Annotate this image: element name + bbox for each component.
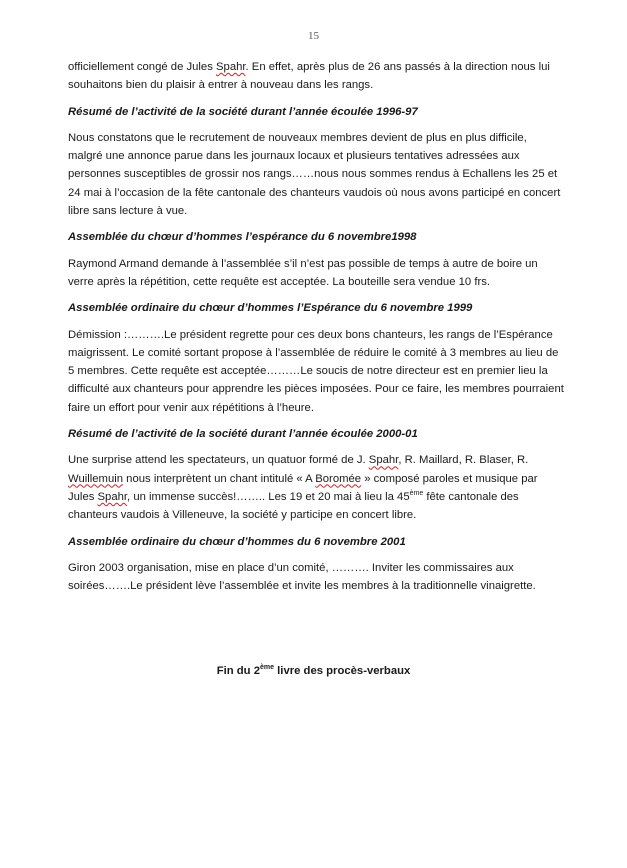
paragraph-2001: Giron 2003 organisation, mise en place d’un comité, ………. Inviter les commissaires aux soirées…….Le président lève l’assemblée et invite les membres à la traditionnelle vinaigrette. [68,561,536,593]
misspelled-word: Spahr [97,490,128,503]
text-run: , un immense succès!…….. Les 19 et 20 mai à lieu la 45 [127,490,410,503]
misspelled-word: Wuillemuin [68,472,124,485]
text-run: . En effet, après plus de 26 ans passés à la direction nous lui souhaitons bien du plaisir à entrer à nouveau dans les rangs. [68,61,550,92]
misspelled-word: Boromée [315,472,362,485]
text-run: fête cantonale des chanteurs vaudois à Villeneuve, la société y participe en concert libre. [68,490,519,522]
text-run: » composé paroles et musique par Jules [68,472,538,503]
text-run: livre des procès-verbaux [274,665,411,677]
superscript: ème [260,664,275,672]
section-heading-2001: Assemblée ordinaire du chœur d’hommes du 6 novembre 2001 [68,535,406,548]
closing-line [0,662,627,680]
misspelled-word: Spahr [368,454,399,467]
section-heading-2000-01: Résumé de l’activité de la société durant l’année écoulée 2000-01 [68,428,418,441]
page-number: 15 [308,30,319,42]
paragraph-1999: Démission :……….Le président regrette pour ces deux bons chanteurs, les rangs de l’Espérance maigrissent. Le comité sortant propose à l’assemblée de réduire le comité à 3 membres au lieu de 5 membres. Cette requête est acceptée………Le soucis de notre directeur est en premier lieu la difficulté aux chanteurs pour apprendre les pièces imposées. Pour ce faire, les membres pourraient faire un effort pour venir aux répétitions à l’heure. [68,328,564,414]
text-run: officiellement congé de Jules [68,61,216,73]
paragraph-intro [68,58,564,95]
paragraph-1996-97: Nous constatons que le recrutement de nouveaux membres devient de plus en plus difficile, malgré une annonce parue dans les journaux locaux et plusieurs tentatives adressées aux personnes susceptibles de grossir nos rangs……nous nous sommes rendus à Echallens les 25 et 24 mai à l’occasion de la fête cantonale des chanteurs vaudois où nous avons participé en concert libre sans lecture à vue. [68,131,561,218]
text-run: Fin du 2 [216,665,261,677]
section-heading-1999: Assemblée ordinaire du chœur d’hommes l’Espérance du 6 novembre 1999 [68,302,473,315]
misspelled-word: Spahr [216,61,246,73]
text-run: Une surprise attend les spectateurs, un quatuor formé de J. [68,454,369,467]
section-heading-1996-97: Résumé de l’activité de la société durant l’année écoulée 1996-97 [68,105,418,118]
text-run: nous interprètent un chant intitulé « A [123,472,316,485]
text-run: , R. Maillard, R. Blaser, R. [398,454,529,467]
document-body [68,58,564,603]
paragraph-2000-01 [68,451,564,524]
section-heading-1998: Assemblée du chœur d’hommes l’espérance du 6 novembre1998 [68,231,417,244]
paragraph-1998: Raymond Armand demande à l’assemblée s’il n’est pas possible de temps à autre de boire un verre après la répétition, cette requête est acceptée. La bouteille sera vendue 10 frs. [68,257,538,288]
superscript: ème [409,490,424,498]
